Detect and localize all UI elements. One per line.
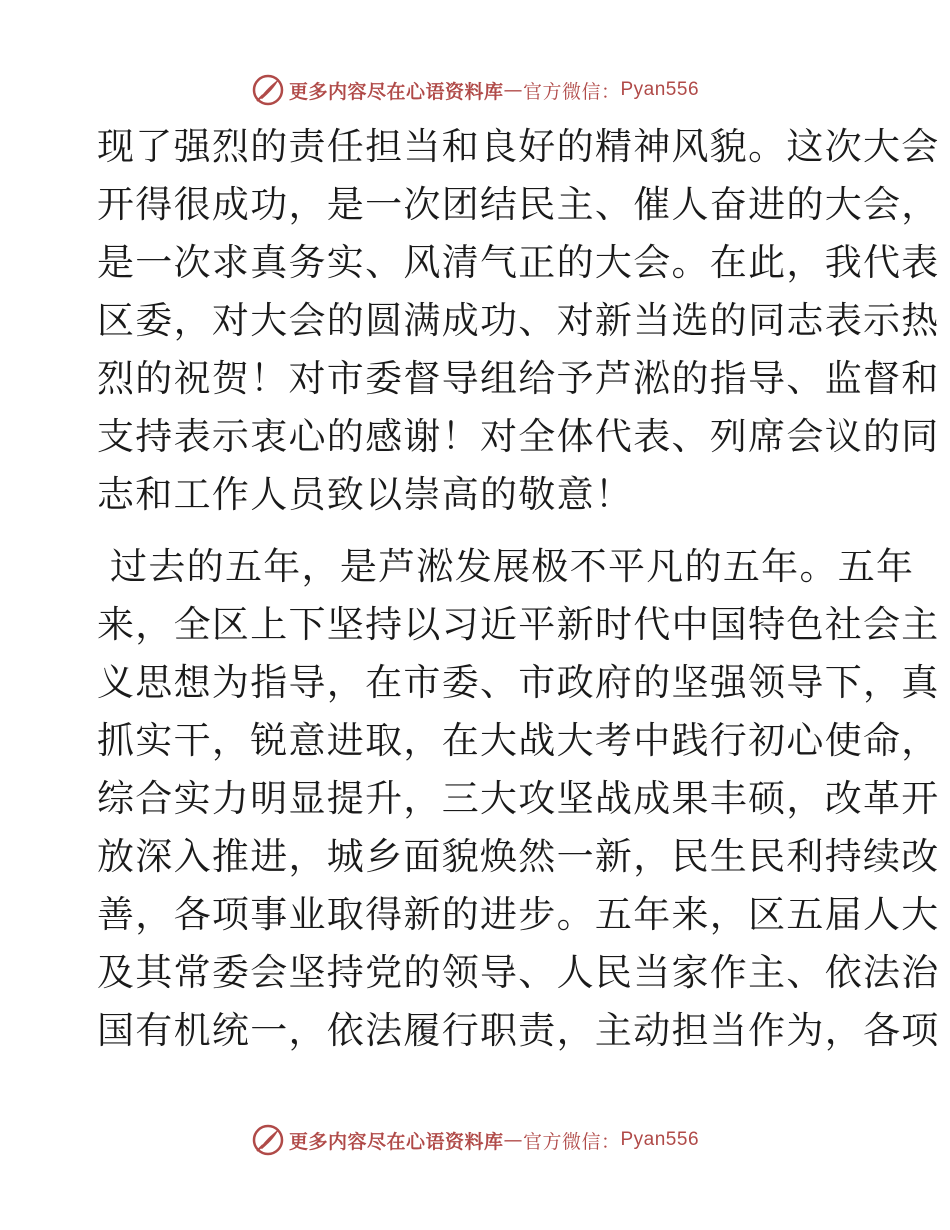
text-line: 开得很成功，是一次团结民主、催人奋进的大会， [97,183,940,226]
banner-wechat-id: Pyan556 [620,1129,700,1150]
banner-main-text: 更多内容尽在心语资料库 [288,80,504,103]
text-line: 抓实干，锐意进取，在大战大考中践行初心使命， [97,719,940,762]
text-line: 国有机统一，依法履行职责，主动担当作为，各项 [97,1009,940,1052]
text-line: 综合实力明显提升，三大攻坚战成果丰硕，改革开 [97,777,940,820]
text-line: 志和工作人员致以崇高的敬意！ [97,473,634,516]
footer-banner [0,1120,950,1160]
banner-main-text: 更多内容尽在心语资料库 [288,1130,504,1153]
text-line: 是一次求真务实、风清气正的大会。在此，我代表 [97,241,940,284]
feather-pen-logo-icon [251,73,285,107]
text-line: 支持表示衷心的感谢！对全体代表、列席会议的同 [97,415,940,458]
text-line: 及其常委会坚持党的领导、人民当家作主、依法治 [97,951,940,994]
header-banner [0,70,950,110]
banner-wechat-label: 官方微信： [522,80,621,103]
paragraph-1 [97,118,940,524]
banner-dash: — [503,79,523,101]
feather-pen-logo-icon [251,1123,285,1157]
text-line: 义思想为指导，在市委、市政府的坚强领导下，真 [97,661,940,704]
text-line: 现了强烈的责任担当和良好的精神风貌。这次大会 [97,125,940,168]
text-line: 过去的五年，是芦淞发展极不平凡的五年。五年 [97,545,915,588]
text-line: 善，各项事业取得新的进步。五年来，区五届人大 [97,893,940,936]
text-line: 放深入推进，城乡面貌焕然一新，民生民利持续改 [97,835,940,878]
text-line: 区委，对大会的圆满成功、对新当选的同志表示热 [97,299,940,342]
banner-dash: — [503,1129,523,1151]
banner-wechat-id: Pyan556 [620,79,700,100]
paragraph-2 [97,538,940,1060]
text-line: 烈的祝贺！对市委督导组给予芦淞的指导、监督和 [97,357,940,400]
text-line: 来，全区上下坚持以习近平新时代中国特色社会主 [97,603,940,646]
document-body [97,118,940,1060]
banner-wechat-label: 官方微信： [522,1130,621,1153]
